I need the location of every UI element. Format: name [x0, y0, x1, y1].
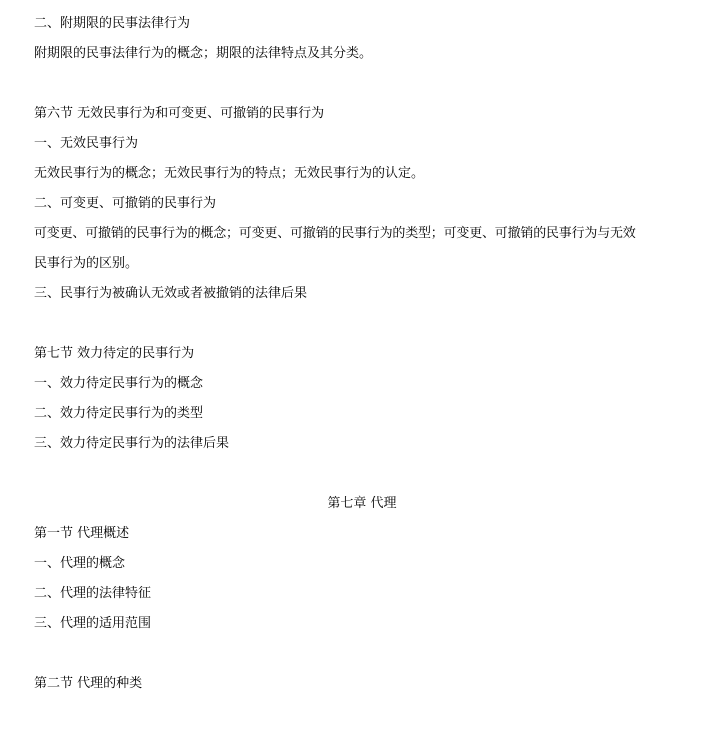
- chapter-title: 第七章 代理: [327, 496, 397, 511]
- subsection-heading: 一、效力待定民事行为的概念: [34, 376, 204, 391]
- paragraph: 附期限的民事法律行为的概念；期限的法律特点及其分类。: [34, 46, 373, 61]
- section-heading: 第六节 无效民事行为和可变更、可撤销的民事行为: [34, 106, 325, 121]
- subsection-heading: 二、效力待定民事行为的类型: [34, 406, 204, 421]
- subsection-heading: 三、代理的适用范围: [34, 616, 152, 631]
- subsection-heading: 三、民事行为被确认无效或者被撤销的法律后果: [34, 286, 308, 301]
- subsection-heading: 三、效力待定民事行为的法律后果: [34, 436, 230, 451]
- paragraph-continuation: 民事行为的区别。: [34, 256, 139, 271]
- subsection-heading: 二、代理的法律特征: [34, 586, 152, 601]
- section-heading: 第一节 代理概述: [34, 526, 130, 541]
- subsection-heading: 二、附期限的民事法律行为: [34, 16, 191, 31]
- subsection-heading: 二、可变更、可撤销的民事行为: [34, 196, 217, 211]
- section-heading: 第七节 效力待定的民事行为: [34, 346, 195, 361]
- paragraph: 无效民事行为的概念；无效民事行为的特点；无效民事行为的认定。: [34, 166, 425, 181]
- subsection-heading: 一、无效民事行为: [34, 136, 139, 151]
- subsection-heading: 一、代理的概念: [34, 556, 126, 571]
- section-heading: 第二节 代理的种类: [34, 676, 143, 691]
- paragraph: 可变更、可撤销的民事行为的概念；可变更、可撤销的民事行为的类型；可变更、可撤销的民事行为与无效: [34, 226, 636, 241]
